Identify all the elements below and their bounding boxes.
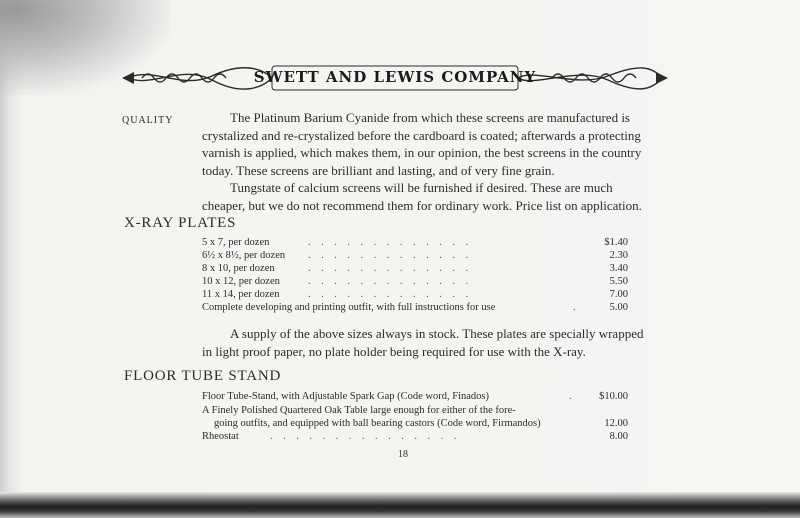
quality-para2-line2: cheaper, but we do not recommend them for ordinary work. Price list on application.	[202, 197, 642, 213]
item-label: A Finely Polished Quartered Oak Table large enough for either of the fore-	[202, 405, 516, 416]
company-title: SWETT AND LEWIS COMPANY	[253, 68, 537, 86]
page-number: 18	[398, 449, 408, 460]
item-label: 11 x 14, per dozen	[202, 289, 280, 300]
leader-dots: .	[569, 391, 572, 402]
price-row	[202, 237, 628, 250]
price-row	[202, 263, 628, 276]
scan-edge-band	[0, 492, 800, 518]
item-label: Floor Tube-Stand, with Adjustable Spark Gap (Code word, Finados)	[202, 391, 489, 402]
item-label: 8 x 10, per dozen	[202, 263, 275, 274]
item-label: Complete developing and printing outfit, with full instructions for use	[202, 302, 496, 313]
price-row	[202, 302, 628, 315]
header-banner	[122, 60, 668, 94]
leader-dots: . . . . . . . . . . . . .	[308, 263, 469, 274]
quality-para1-line1: The Platinum Barium Cyanide from which these screens are manufactured is	[230, 110, 630, 125]
leader-dots: . . . . . . . . . . . . . . .	[270, 431, 457, 442]
item-price: 3.40	[609, 263, 628, 274]
price-row	[202, 405, 628, 418]
item-price: 7.00	[609, 289, 628, 300]
quality-para2-line1: Tungstate of calcium screens will be furnished if desired. These are much	[230, 180, 613, 195]
quality-para1-line4: today. These screens are brilliant and lasting, and of very fine grain.	[202, 162, 555, 178]
item-price: 5.50	[609, 276, 628, 287]
quality-label: QUALITY	[122, 115, 174, 126]
item-label: 6½ x 8½, per dozen	[202, 250, 286, 261]
xray-note-line2: in light proof paper, no plate holder being required for use with the X-ray.	[202, 343, 586, 359]
price-row	[202, 431, 628, 444]
quality-para1-line3: varnish is applied, which makes them, in our opinion, the best screens in the country	[202, 145, 642, 160]
item-label: going outfits, and equipped with ball bearing castors (Code word, Firmandos)	[214, 418, 541, 429]
floor-heading: FLOOR TUBE STAND	[124, 368, 282, 384]
xray-note-line1: A supply of the above sizes always in stock. These plates are specially wrapped	[230, 326, 644, 341]
item-price: 8.00	[609, 431, 628, 442]
price-row	[202, 289, 628, 302]
leader-dots: . . . . . . . . . . . . .	[308, 237, 469, 248]
item-price: 5.00	[609, 302, 628, 313]
leader-dots: . . . . . . . . . . . . .	[308, 276, 469, 287]
price-row	[202, 418, 628, 431]
item-price: $1.40	[604, 237, 628, 248]
item-label: 5 x 7, per dozen	[202, 237, 270, 248]
item-label: Rheostat	[202, 431, 239, 442]
leader-dots: . . . . . . . . . . . . .	[308, 250, 469, 261]
leader-dots: .	[573, 302, 576, 313]
item-label: 10 x 12, per dozen	[202, 276, 280, 287]
xray-heading: X-RAY PLATES	[124, 215, 237, 231]
price-row	[202, 391, 628, 404]
item-price: 12.00	[604, 418, 628, 429]
price-row	[202, 276, 628, 289]
item-price: 2.30	[609, 250, 628, 261]
item-price: $10.00	[599, 391, 628, 402]
leader-dots: . . . . . . . . . . . . .	[308, 289, 469, 300]
quality-para1-line2: crystalized and re-crystalized before the cardboard is coated; afterwards a protecting	[202, 127, 641, 143]
price-row	[202, 250, 628, 263]
